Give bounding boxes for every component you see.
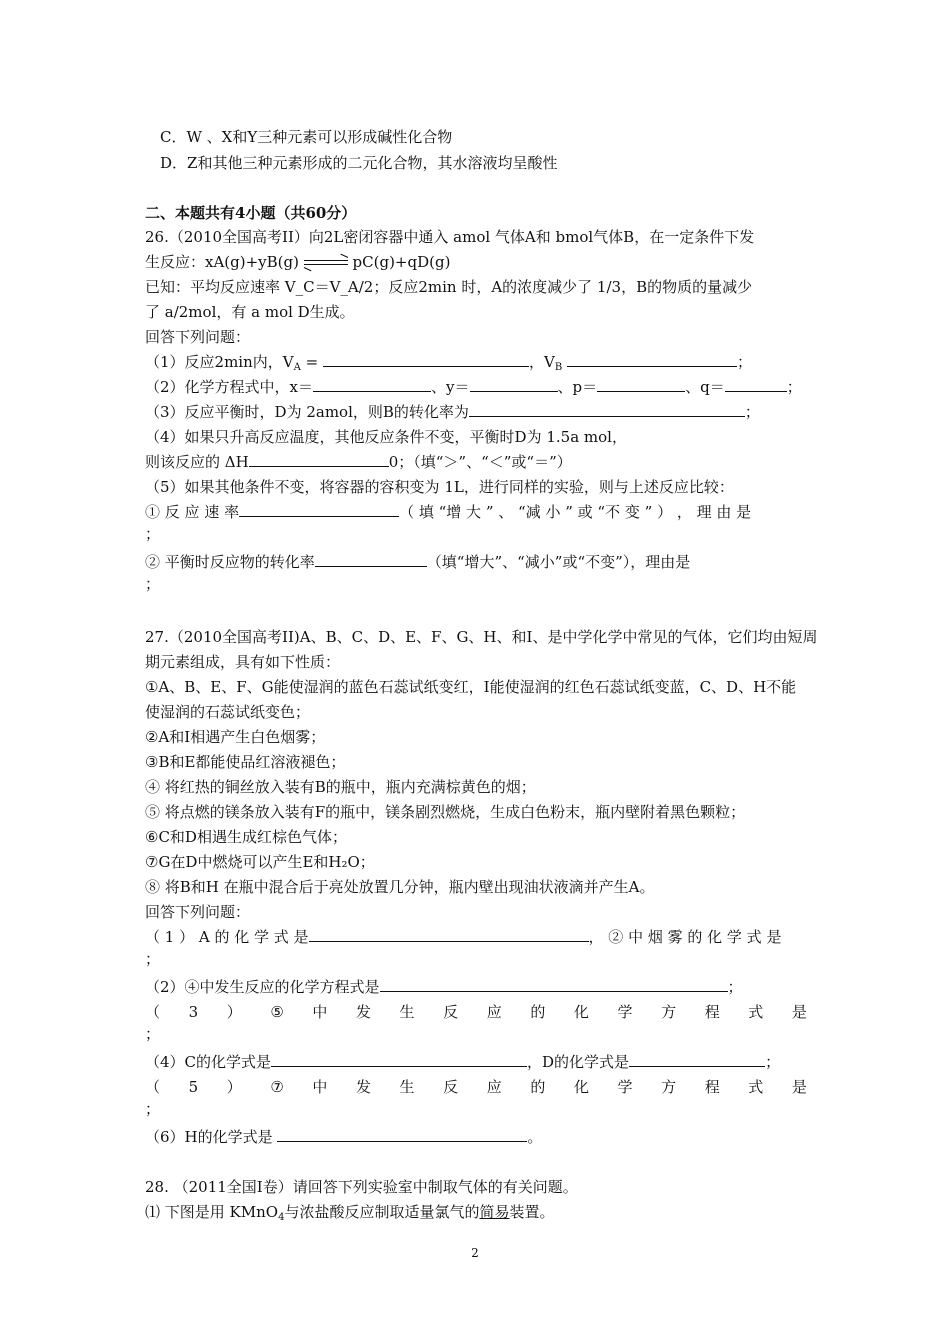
q26-semicolon-2: ；: [145, 575, 161, 593]
section-title: 二、本题共有4小题（共60分）: [145, 204, 357, 222]
q26-part1: （1）反应2min内，$V_A$ = ，$V_B$ ；: [145, 353, 752, 373]
answer-blank-x[interactable]: [313, 376, 431, 392]
answer-blank-delta-h[interactable]: [249, 451, 389, 467]
q27-answer3: （ 3 ） ⑤ 中 发 生 反 应 的 化 学 方 程 式 是: [145, 1003, 807, 1021]
q26-prompt: 回答下列问题：: [145, 328, 251, 346]
q27-item2: ②A和I相遇产生白色烟雾；: [145, 728, 326, 746]
q28-line1: 28. （2011全国Ⅰ卷）请回答下列实验室中制取气体的有关问题。: [145, 1178, 578, 1196]
answer-blank-q[interactable]: [725, 376, 787, 392]
q28-line2: ⑴ 下图是用 KMnO$_4$与浓盐酸反应制取适量氯气的简易装置。: [145, 1203, 555, 1223]
q27-prompt: 回答下列问题：: [145, 903, 251, 921]
q25-option-d: D．Z和其他三种元素形成的二元化合物，其水溶液均呈酸性: [160, 154, 558, 172]
answer-blank-vb[interactable]: [567, 351, 737, 367]
answer-blank-equation-4[interactable]: [380, 976, 728, 992]
q27-item1b: 使湿润的石蕊试纸变色；: [145, 703, 311, 721]
answer-blank-a-formula[interactable]: [309, 926, 589, 942]
q26-part2: （2）化学方程式中，x＝ 、y＝ 、p＝ 、q＝ ；: [145, 378, 802, 396]
answer-blank-y[interactable]: [470, 376, 558, 392]
q27-line1: 27.（2010全国高考II)A、B、C、D、E、F、G、H、和I、是中学化学中常见的气体，它们均由短周: [145, 628, 818, 646]
q26-line2: [145, 251, 807, 273]
q27-line2: 期元素组成，具有如下性质：: [145, 653, 341, 671]
q25-option-c: C．W 、X和Y三种元素可以形成碱性化合物: [160, 128, 453, 146]
answer-blank-p[interactable]: [597, 376, 685, 392]
q26-part5-2: ② 平衡时反应物的转化率 （填“增大”、“减小”或“不变”），理由是: [145, 553, 691, 571]
q26-semicolon-1: ；: [145, 525, 161, 543]
q27-semicolon-2: ；: [145, 1025, 161, 1043]
q27-item1a: ①A、B、E、F、G能使湿润的蓝色石蕊试纸变红，I能使湿润的红色石蕊试纸变蓝，C、D、H不能: [145, 678, 797, 696]
q26-line4: 了 a/2mol，有 a mol D生成。: [145, 303, 355, 321]
q26-equation-right: pC(g)+qD(g): [352, 253, 451, 271]
q27-item4: ④ 将红热的铜丝放入装有B的瓶中，瓶内充满棕黄色的烟；: [145, 778, 536, 796]
q27-item8: ⑧ 将B和H 在瓶中混合后于亮处放置几分钟，瓶内壁出现油状液滴并产生A。: [145, 878, 655, 896]
answer-blank-conversion[interactable]: [315, 551, 427, 567]
q26-part4-line1: （4）如果只升高反应温度，其他反应条件不变，平衡时D为 1.5a mol，: [145, 428, 627, 446]
q27-answer2: （2）④中发生反应的化学方程式是 ；: [145, 978, 743, 996]
answer-blank-h-formula[interactable]: [277, 1126, 527, 1142]
q27-item3: ③B和E都能使品红溶液褪色；: [145, 753, 346, 771]
q26-line3: 已知：平均反应速率 V_C＝V_A/2；反应2min 时，A的浓度减少了 1/3，B的物质的量减少: [145, 278, 753, 296]
answer-blank-va[interactable]: [323, 351, 529, 367]
q27-answer1: （ 1 ） A 的 化 学 式 是 ， ② 中 烟 雾 的 化 学 式 是: [145, 928, 782, 946]
q27-semicolon-3: ；: [145, 1100, 161, 1118]
q26-part5-1: ① 反 应 速 率 （ 填 “增 大 ” 、 “减 小 ” 或 “不 变 ” ） ， 理 由 是: [145, 503, 752, 521]
answer-blank-rate[interactable]: [239, 501, 399, 517]
q27-answer6: （6）H的化学式是 。: [145, 1128, 543, 1146]
answer-blank-b-conversion[interactable]: [469, 401, 745, 417]
q27-answer5: （ 5 ） ⑦ 中 发 生 反 应 的 化 学 方 程 式 是: [145, 1078, 807, 1096]
q27-item7: ⑦G在D中燃烧可以产生E和H₂O；: [145, 853, 375, 871]
answer-blank-c-formula[interactable]: [271, 1051, 527, 1067]
q26-part4-line2: 则该反应的 ΔH 0；（填“＞”、“＜”或“＝”）: [145, 453, 572, 471]
q26-part3: （3）反应平衡时，D为 2amol，则B的转化率为 ；: [145, 403, 760, 421]
page-number: 2: [471, 1246, 479, 1260]
q26-line1: 26.（2010全国高考II）向2L密闭容器中通入 amol 气体A和 bmol气体B，在一定条件下发: [145, 228, 755, 246]
q27-semicolon-1: ；: [145, 950, 161, 968]
q27-item5: ⑤ 将点燃的镁条放入装有F的瓶中，镁条剧烈燃烧，生成白色粉末，瓶内壁附着黑色颗粒；: [145, 803, 746, 821]
q26-equation-left: 生反应：xA(g)+yB(g): [145, 253, 299, 271]
answer-blank-d-formula[interactable]: [629, 1051, 765, 1067]
equilibrium-arrow-icon: [304, 258, 348, 268]
q26-part5: （5）如果其他条件不变，将容器的容积变为 1L，进行同样的实验，则与上述反应比较：: [145, 478, 734, 496]
q27-item6: ⑥C和D相遇生成红棕色气体；: [145, 828, 347, 846]
q27-answer4: （4）C的化学式是 ，D的化学式是 ；: [145, 1053, 781, 1071]
